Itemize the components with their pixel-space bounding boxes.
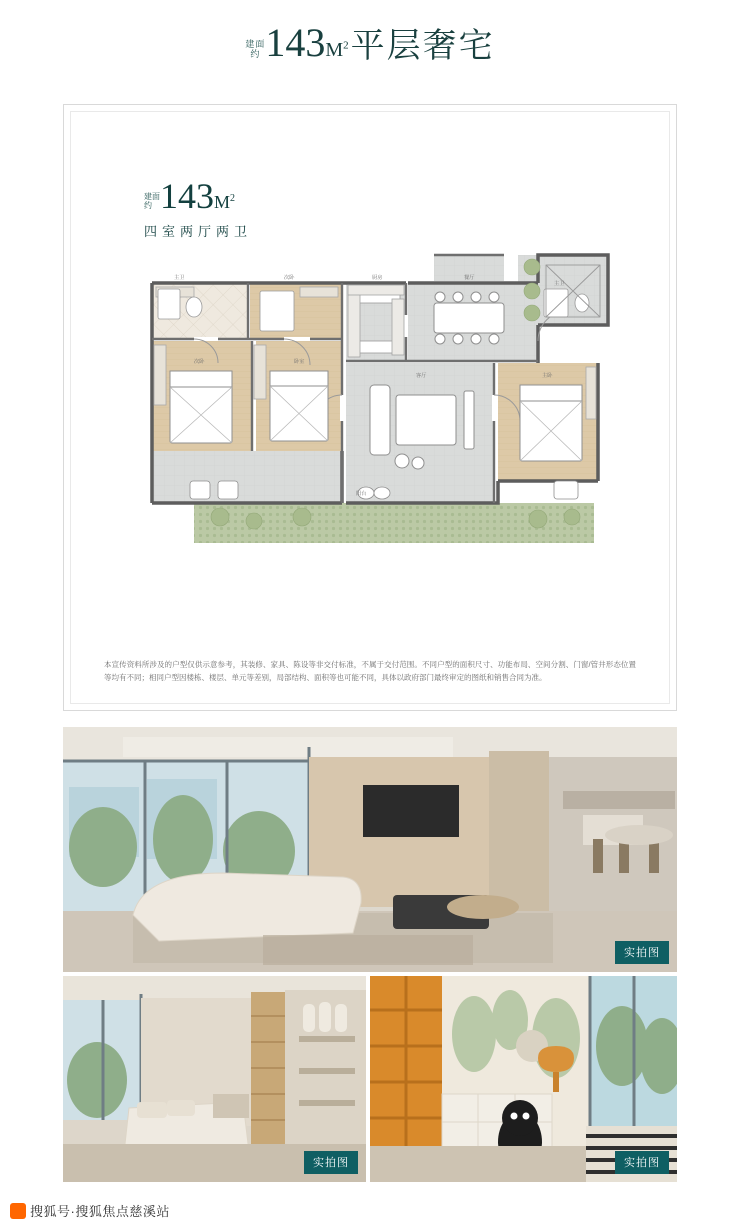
footer-separator: · [70,1203,76,1219]
photo-tag: 实拍图 [304,1151,358,1174]
svg-text:厨房: 厨房 [372,275,383,281]
plan-disclaimer: 本宣传资料所涉及的户型仅供示意参考，其装修、家具、陈设等非交付标准，不属于交付范围。不同户型的面积尺寸、功能布局、空间分割、门窗/管井形态位置等均有不同；相同户型因楼栋、楼层、单元等差别，局部结构、面积等也可能不同，具体以政府部门最终审定的图纸和销售合同为准。 [104,660,636,682]
svg-text:主卧: 主卧 [542,373,553,379]
title-main-text: 平层奢宅 [350,28,495,65]
living-room-photo [63,727,677,972]
footer-bar [0,1189,740,1231]
plan-sub-annotation: 建面 约 [144,192,160,210]
title-sub-annotation: 建面 约 [245,38,266,59]
floor-plan-card [63,104,677,711]
svg-text:次卧: 次卧 [284,275,295,281]
plan-area-number: $143M^2$ [160,176,236,216]
footer-account: 搜狐号 [30,1203,71,1219]
page-title [0,0,740,67]
svg-text:主卫: 主卫 [174,275,185,281]
floor-plan-drawing [134,245,614,715]
plan-room-count: 四室两厅两卫 [144,224,253,239]
bedroom-photo [63,976,366,1182]
photo-gallery [63,727,677,1182]
sohu-logo-icon [10,1203,26,1219]
svg-text:卧室: 卧室 [294,359,305,365]
svg-text:主卫: 主卫 [554,281,565,287]
svg-text:阳台: 阳台 [356,491,367,497]
plan-heading [144,175,252,240]
footer-site: 搜狐焦点慈溪站 [75,1203,170,1219]
photo-tag: 实拍图 [615,941,669,964]
photo-tag: 实拍图 [615,1151,669,1174]
svg-text:次卧: 次卧 [194,359,205,365]
svg-text:客厅: 客厅 [416,373,427,379]
footer-source [0,1201,170,1220]
kids-room-photo [370,976,677,1182]
svg-text:餐厅: 餐厅 [464,275,475,281]
title-area-number: $143M^2$ [265,20,349,65]
